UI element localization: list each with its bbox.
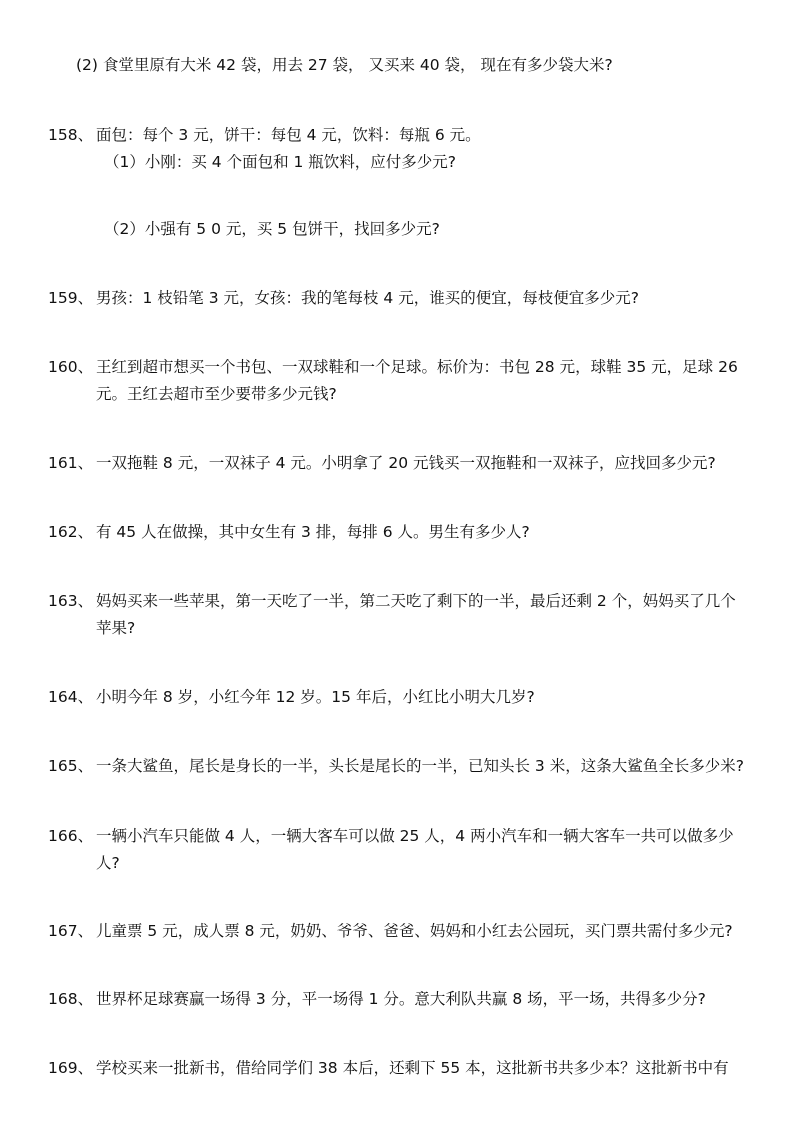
problem-text: 一辆小汽车只能做 4 人，一辆大客车可以做 25 人，4 两小汽车和一辆大客车一共可以做多少 [96, 827, 734, 845]
problem-165 [48, 755, 744, 777]
problem-162 [48, 521, 530, 543]
problem-text: 王红到超市想买一个书包、一双球鞋和一个足球。标价为：书包 28 元，球鞋 35 元，足球 26 [96, 358, 738, 376]
problem-text: （2）小强有 5 0 元，买 5 包饼干，找回多少元? [104, 220, 440, 238]
problem-text: 一条大鲨鱼，尾长是身长的一半，头长是尾长的一半，已知头长 3 米，这条大鲨鱼全长多少米? [96, 757, 744, 775]
problem-number: 168、 [48, 990, 94, 1008]
problem-text: (2) 食堂里原有大米 42 袋，用去 27 袋， 又买来 40 袋， 现在有多少袋大米? [76, 56, 613, 74]
problem-163 [48, 590, 736, 612]
problem-text: 一双拖鞋 8 元，一双袜子 4 元。小明拿了 20 元钱买一双拖鞋和一双袜子，应找回多少元? [96, 454, 716, 472]
problem-number: 169、 [48, 1059, 94, 1077]
problem-159 [48, 287, 639, 309]
problem-158-part-1 [104, 151, 456, 173]
problem-number: 165、 [48, 757, 94, 775]
problem-text: 男孩：1 枝铅笔 3 元，女孩：我的笔每枝 4 元，谁买的便宜，每枝便宜多少元? [96, 289, 639, 307]
problem-166 [48, 825, 734, 847]
problem-text: 人? [96, 854, 120, 872]
problem-160-continued [96, 383, 337, 405]
problem-text: 儿童票 5 元，成人票 8 元，奶奶、爷爷、爸爸、妈妈和小红去公园玩，买门票共需付多少元? [96, 922, 733, 940]
problem-number: 164、 [48, 688, 94, 706]
problem-169 [48, 1057, 729, 1079]
problem-168 [48, 988, 706, 1010]
problem-number: 161、 [48, 454, 94, 472]
problem-number: 162、 [48, 523, 94, 541]
problem-158 [48, 124, 481, 146]
problem-number: 160、 [48, 358, 94, 376]
problem-text: 苹果? [96, 619, 136, 637]
problem-number: 158、 [48, 126, 94, 144]
problem-number: 163、 [48, 592, 94, 610]
problem-text: 小明今年 8 岁，小红今年 12 岁。15 年后，小红比小明大几岁? [96, 688, 535, 706]
problem-166-continued [96, 852, 120, 874]
problem-163-continued [96, 617, 135, 639]
problem-text: （1）小刚：买 4 个面包和 1 瓶饮料，应付多少元? [104, 153, 457, 171]
problem-number: 167、 [48, 922, 94, 940]
problem-158-part-2 [104, 218, 440, 240]
problem-160 [48, 356, 738, 378]
problem-text: 学校买来一批新书，借给同学们 38 本后，还剩下 55 本，这批新书共多少本？这批新书中有 [96, 1059, 729, 1077]
problem-164 [48, 686, 535, 708]
problem-number: 159、 [48, 289, 94, 307]
problem-text: 面包：每个 3 元，饼干：每包 4 元，饮料：每瓶 6 元。 [96, 126, 481, 144]
problem-text: 元。王红去超市至少要带多少元钱? [96, 385, 337, 403]
problem-text: 世界杯足球赛赢一场得 3 分，平一场得 1 分。意大利队共赢 8 场，平一场，共得多少分? [96, 990, 706, 1008]
problem-number: 166、 [48, 827, 94, 845]
problem-text: 有 45 人在做操，其中女生有 3 排，每排 6 人。男生有多少人? [96, 523, 530, 541]
problem-167 [48, 920, 733, 942]
problem-157-part-2 [76, 54, 613, 76]
problem-161 [48, 452, 716, 474]
problem-text: 妈妈买来一些苹果，第一天吃了一半，第二天吃了剩下的一半，最后还剩 2 个，妈妈买了几个 [96, 592, 736, 610]
